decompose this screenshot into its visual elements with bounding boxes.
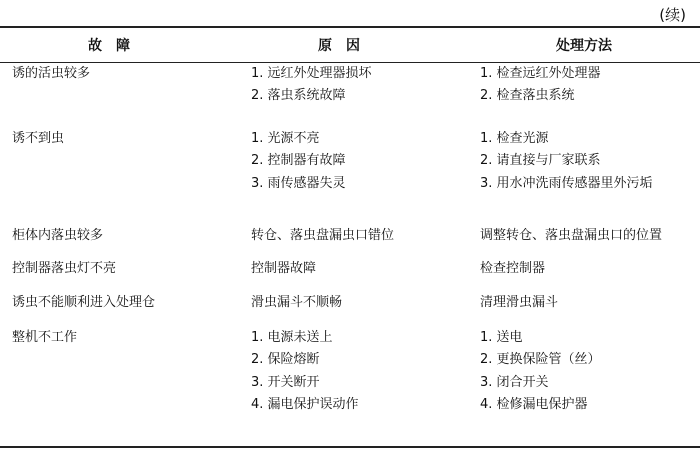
cause-cell [251, 63, 471, 108]
cause-line: 2. 保险熔断 [251, 352, 320, 368]
cause-line: 2. 控制器有故障 [251, 153, 346, 169]
remedy-line: 4. 检修漏电保护器 [480, 396, 588, 412]
fault-cell [12, 292, 222, 314]
cause-cell [251, 327, 471, 416]
cause-line: 1. 电源未送上 [251, 330, 333, 345]
fault-cell [12, 63, 222, 85]
remedy-cell [480, 258, 700, 280]
cause-line: 3. 雨传感器失灵 [251, 175, 346, 191]
cause-cell [251, 225, 471, 247]
cause-line: 3. 开关断开 [251, 374, 320, 390]
header-fault: 故障 [88, 38, 144, 54]
remedy-line: 2. 更换保险管（丝） [480, 352, 601, 368]
remedy-cell [480, 292, 700, 314]
remedy-cell [480, 225, 700, 247]
fault-text: 整机不工作 [12, 330, 78, 345]
remedy-line: 3. 用水冲洗雨传感器里外污垢 [480, 175, 653, 191]
fault-cell [12, 327, 222, 349]
cause-line: 滑虫漏斗不顺畅 [251, 295, 343, 310]
remedy-line: 1. 送电 [480, 330, 523, 345]
header-cause: 原因 [318, 38, 374, 54]
remedy-line: 1. 检查光源 [480, 131, 549, 146]
fault-cell [12, 258, 222, 280]
cause-cell [251, 258, 471, 280]
remedy-line: 调整转仓、落虫盘漏虫口的位置 [480, 228, 663, 243]
fault-cell [12, 128, 222, 150]
table-top-rule [0, 26, 700, 28]
remedy-line: 1. 检查远红外处理器 [480, 66, 601, 81]
fault-text: 诱不到虫 [12, 131, 65, 146]
cause-line: 4. 漏电保护误动作 [251, 396, 359, 412]
cause-cell [251, 128, 471, 195]
remedy-line: 2. 检查落虫系统 [480, 88, 575, 104]
remedy-line: 3. 闭合开关 [480, 374, 549, 390]
remedy-cell [480, 327, 700, 416]
fault-text: 柜体内落虫较多 [12, 228, 104, 243]
fault-text: 诱的活虫较多 [12, 66, 91, 81]
remedy-cell [480, 128, 700, 195]
remedy-line: 2. 请直接与厂家联系 [480, 153, 601, 169]
cause-cell [251, 292, 471, 314]
header-remedy: 处理方法 [556, 38, 612, 54]
cause-line: 1. 光源不亮 [251, 131, 320, 146]
cause-line: 1. 远红外处理器损坏 [251, 66, 372, 81]
fault-text: 诱虫不能顺利进入处理仓 [12, 295, 156, 310]
remedy-cell [480, 63, 700, 108]
fault-cell [12, 225, 222, 247]
cause-line: 转仓、落虫盘漏虫口错位 [251, 228, 395, 243]
table-bottom-rule [0, 446, 700, 448]
remedy-line: 清理滑虫漏斗 [480, 295, 559, 310]
continued-label: (续) [659, 6, 686, 24]
fault-text: 控制器落虫灯不亮 [12, 261, 117, 276]
remedy-line: 检查控制器 [480, 261, 546, 276]
cause-line: 2. 落虫系统故障 [251, 88, 346, 104]
cause-line: 控制器故障 [251, 261, 317, 276]
